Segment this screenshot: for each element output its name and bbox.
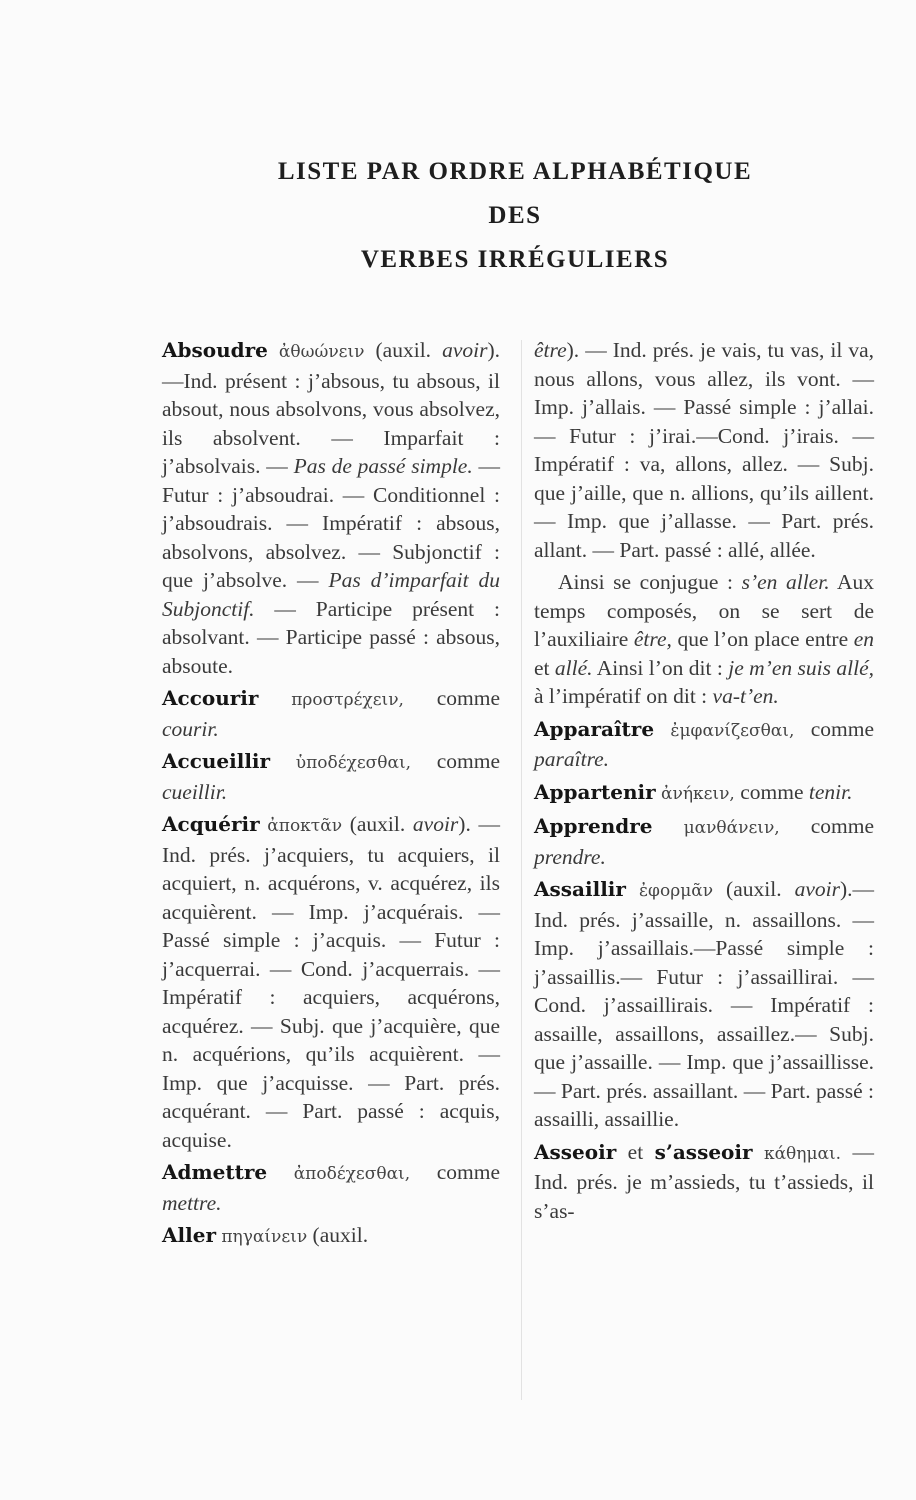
entry-text: et xyxy=(616,1139,655,1164)
entry-italic: tenir. xyxy=(808,779,853,804)
entry-acquerir xyxy=(162,810,500,1154)
entry-aller-continued xyxy=(534,336,874,564)
greek-translation: μανθάνειν, xyxy=(683,818,780,838)
greek-translation: πηγαίνειν xyxy=(221,1227,308,1247)
entry-italic: allé. xyxy=(554,655,593,680)
entry-italic: courir. xyxy=(162,716,219,741)
entry-text: et xyxy=(534,655,555,680)
entry-text: (auxil. xyxy=(713,877,795,901)
headword: Assaillir xyxy=(534,877,626,901)
greek-translation: κάθημαι. xyxy=(763,1143,842,1164)
entry-text: Ainsi l’on dit : xyxy=(592,655,729,680)
entry-italic: va-t’en. xyxy=(712,684,779,708)
headword: Apprendre xyxy=(534,814,653,838)
greek-translation: ἀποκτᾶν xyxy=(267,816,343,836)
entry-italic: être, xyxy=(633,627,672,651)
headword: Accueillir xyxy=(162,749,271,773)
greek-translation: ἀθωώνειν xyxy=(278,342,365,362)
greek-translation: προστρέχειν, xyxy=(291,690,404,710)
entry-italic: mettre. xyxy=(162,1190,222,1215)
greek-translation: ἐφορμᾶν xyxy=(638,881,714,901)
headword: Appartenir xyxy=(534,779,656,804)
entry-text: — Participe présent : absolvant. — Participe passé : absous, absoute. xyxy=(162,596,500,678)
headword-2: s’asseoir xyxy=(654,1139,753,1164)
entry-text: ).—Ind. présent : j’absous, tu absous, il absout, nous absolvons, vous absolvez, ils absolvent. — Imparfait : j’absolvais. — xyxy=(162,338,500,478)
entry-italic: s’en aller. xyxy=(741,570,830,594)
entry-text: comme xyxy=(411,749,500,773)
entry-text: que l’on place entre xyxy=(671,627,854,651)
entry-italic: Pas de passé simple. xyxy=(293,454,473,478)
entry-italic: avoir xyxy=(442,338,488,362)
entry-text: comme xyxy=(403,686,500,710)
entry-text: à l’impératif on dit : xyxy=(534,684,713,708)
entry-accourir xyxy=(162,684,500,743)
entry-text: (auxil. xyxy=(307,1223,369,1247)
entry-text: comme xyxy=(779,814,874,838)
entry-text: (auxil. xyxy=(342,812,413,836)
entry-italic: avoir xyxy=(412,812,459,836)
entry-aller-note xyxy=(534,568,874,711)
entry-italic: avoir xyxy=(794,877,840,901)
entry-italic: en xyxy=(853,627,874,651)
entry-text: ). — Ind. prés. je vais, tu vas, il va, nous allons, vous allez, ils vont. — Imp. j’allais. — Passé simple : j’allai. — Futur : j’irai.—Cond. j’irais. — Impératif : va, allons, allez. — Subj. que j’aille, que n. allions, qu’ils aillent. — Imp. que j’allasse. — Part. prés. allant. — Part. passé : allé, allée. xyxy=(534,338,874,562)
entry-admettre xyxy=(162,1158,500,1217)
entry-apprendre xyxy=(534,812,874,871)
entry-asseoir xyxy=(534,1138,874,1226)
headword: Absoudre xyxy=(162,338,268,362)
entry-italic: Pas d’imparfait du Subjonctif. xyxy=(162,568,500,621)
title-line-3: VERBES IRRÉGULIERS xyxy=(360,246,670,273)
entry-text: Ainsi se conjugue : xyxy=(558,570,742,594)
entry-italic: cueillir. xyxy=(162,779,228,804)
entry-text: ).—Ind. prés. j’assaille, n. assaillons. — Imp. j’assaillais.—Passé simple : j’assaillis.— Futur : j’assaillirai. — Cond. j’assaillirais. — Impératif : assaille, assaillons, assaillez.— Subj. que j’assaille. — Imp. que j’assaillisse. — Part. prés. assaillant. — Part. passé : assailli, assaillie. xyxy=(534,877,875,1131)
headword: Apparaître xyxy=(534,716,655,741)
headword: Accourir xyxy=(162,686,259,710)
entry-italic: prendre. xyxy=(534,844,606,869)
entry-absoudre xyxy=(162,336,500,680)
entry-text: comme xyxy=(794,716,874,741)
greek-translation: ἀνήκειν, xyxy=(661,783,735,804)
greek-translation: ὑποδέχεσθαι, xyxy=(295,753,412,773)
entry-appartenir xyxy=(534,778,874,809)
entry-italic: paraître. xyxy=(534,747,610,771)
entry-text: Aux temps composés, on se sert de l’auxiliaire xyxy=(534,570,874,651)
entry-italic: être xyxy=(534,338,567,362)
title-line-2: DES xyxy=(488,202,542,229)
entry-text: comme xyxy=(410,1160,500,1184)
entry-aller xyxy=(162,1221,500,1252)
entry-text: — Ind. prés. je m’assieds, tu t’assieds, il s’as- xyxy=(534,1139,874,1223)
column-divider xyxy=(521,340,522,1400)
entry-text: comme xyxy=(734,779,809,804)
entry-text: (auxil. xyxy=(364,338,443,362)
entry-text: ). — Ind. prés. j’acquiers, tu acquiers, il acquiert, n. acquérons, v. acquérez, ils acquièrent. — Imp. j’acquérais. — Passé simple : j’acquis. — Futur : j’acquerrai. — Cond. j’acquerrais. — Impératif : acquiers, acquérons, acquérez. — Subj. que j’acquière, que n. acquérions, qu’ils acquièrent. — Imp. que j’acquisse. — Part. prés. acquérant. — Part. passé : acquis, acquise. xyxy=(162,812,500,1152)
headword: Aller xyxy=(162,1223,216,1247)
entry-text: — Futur : j’absoudrai. — Conditionnel : j’absoudrais. — Impératif : absous, absolvons, absolvez. — Subjonctif : que j’absolve. — xyxy=(162,454,501,592)
entry-italic: je m’en suis allé, xyxy=(728,655,874,680)
headword: Admettre xyxy=(162,1160,268,1184)
greek-translation: ἐμφανίζεσθαι, xyxy=(670,720,795,741)
entry-assaillir xyxy=(534,875,874,1134)
greek-translation: ἀποδέχεσθαι, xyxy=(293,1164,411,1184)
left-column xyxy=(162,336,500,1256)
title-line-1: LISTE PAR ORDRE ALPHABÉTIQUE xyxy=(277,158,753,185)
entry-accueillir xyxy=(162,747,500,806)
right-column xyxy=(534,336,874,1229)
headword: Acquérir xyxy=(162,812,260,836)
headword: Asseoir xyxy=(534,1139,617,1164)
entry-apparaitre xyxy=(534,715,874,774)
